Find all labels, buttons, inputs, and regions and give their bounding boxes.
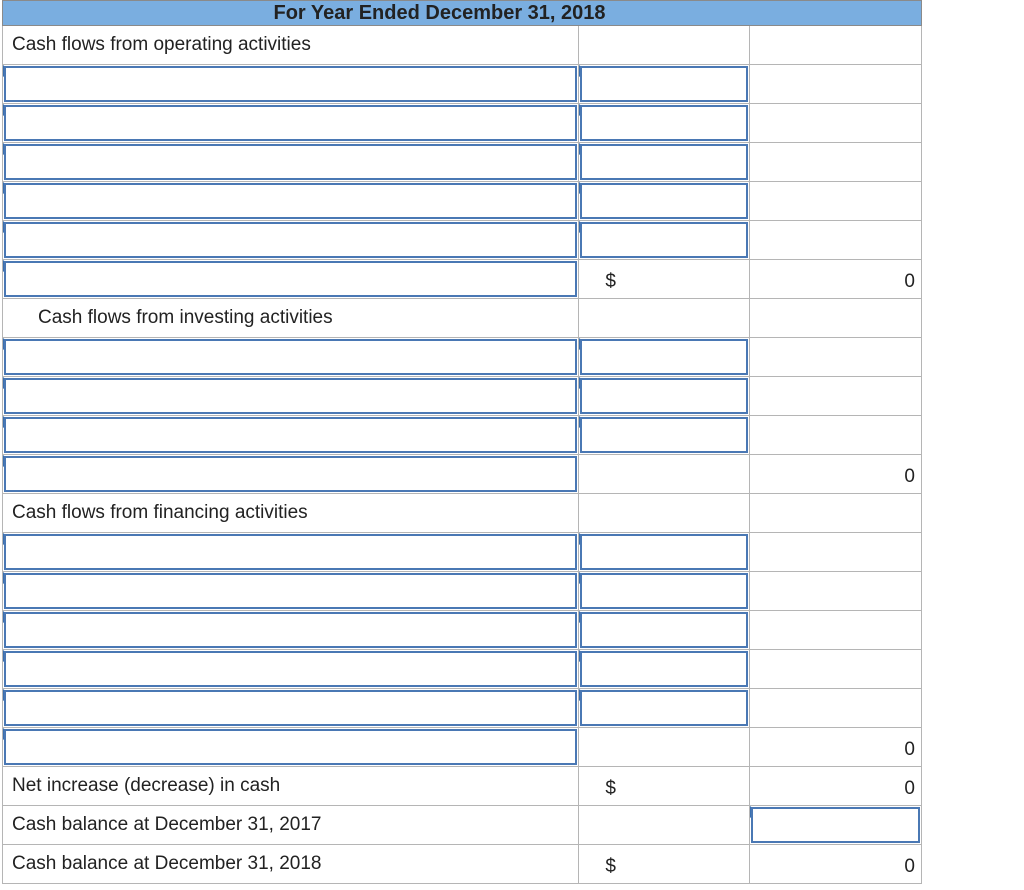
empty-cell — [750, 221, 922, 260]
financing-description-field[interactable] — [4, 612, 577, 648]
empty-cell — [579, 299, 750, 338]
operating-description-input[interactable] — [2, 65, 579, 104]
investing-amount-field[interactable] — [580, 417, 748, 453]
operating-amount-input[interactable] — [579, 182, 750, 221]
ending-balance-dollar — [579, 845, 750, 884]
investing-amount-input[interactable] — [579, 338, 750, 377]
statement-grid — [2, 26, 922, 884]
empty-cell — [750, 65, 922, 104]
investing-description-field[interactable] — [4, 339, 577, 375]
operating-description-field[interactable] — [4, 105, 577, 141]
empty-cell — [750, 143, 922, 182]
financing-description-field[interactable] — [4, 690, 577, 726]
net-increase-amount: 0 — [904, 778, 915, 799]
empty-cell — [750, 494, 922, 533]
investing-description-field[interactable] — [4, 378, 577, 414]
operating-total-label-input[interactable] — [2, 260, 579, 299]
financing-amount-input[interactable] — [579, 650, 750, 689]
operating-total-dollar — [579, 260, 750, 299]
financing-description-input[interactable] — [2, 689, 579, 728]
investing-description-input[interactable] — [2, 416, 579, 455]
financing-total-value — [750, 728, 922, 767]
investing-description-input[interactable] — [2, 338, 579, 377]
empty-cell — [750, 611, 922, 650]
ending-balance-label: Cash balance at December 31, 2018 — [2, 845, 579, 884]
empty-cell — [579, 455, 750, 494]
financing-activities-label: Cash flows from financing activities — [2, 494, 579, 533]
financing-amount-field[interactable] — [580, 573, 748, 609]
operating-description-field[interactable] — [4, 183, 577, 219]
financing-amount-input[interactable] — [579, 689, 750, 728]
operating-description-field[interactable] — [4, 66, 577, 102]
operating-description-input[interactable] — [2, 104, 579, 143]
investing-amount-field[interactable] — [580, 378, 748, 414]
net-increase-label: Net increase (decrease) in cash — [2, 767, 579, 806]
empty-cell — [750, 377, 922, 416]
investing-description-field[interactable] — [4, 417, 577, 453]
investing-total-amount: 0 — [904, 466, 915, 487]
ending-balance-value — [750, 845, 922, 884]
empty-cell — [750, 338, 922, 377]
financing-total-label-input[interactable] — [2, 728, 579, 767]
operating-amount-field[interactable] — [580, 222, 748, 258]
net-increase-dollar — [579, 767, 750, 806]
dollar-sign: $ — [605, 271, 616, 292]
beginning-balance-label: Cash balance at December 31, 2017 — [2, 806, 579, 845]
financing-description-input[interactable] — [2, 650, 579, 689]
financing-amount-input[interactable] — [579, 611, 750, 650]
empty-cell — [750, 26, 922, 65]
empty-cell — [750, 572, 922, 611]
financing-total-label-field[interactable] — [4, 729, 577, 765]
ending-balance-amount: 0 — [904, 856, 915, 877]
dollar-sign: $ — [605, 856, 616, 877]
operating-description-input[interactable] — [2, 143, 579, 182]
empty-cell — [750, 650, 922, 689]
financing-amount-field[interactable] — [580, 651, 748, 687]
financing-description-input[interactable] — [2, 611, 579, 650]
beginning-balance-input[interactable] — [750, 806, 922, 845]
investing-total-value — [750, 455, 922, 494]
empty-cell — [750, 299, 922, 338]
operating-description-field[interactable] — [4, 222, 577, 258]
financing-amount-input[interactable] — [579, 572, 750, 611]
empty-cell — [750, 416, 922, 455]
beginning-balance-left-cell — [579, 806, 750, 845]
financing-total-amount: 0 — [904, 739, 915, 760]
statement-header: For Year Ended December 31, 2018 — [2, 0, 922, 26]
financing-amount-input[interactable] — [579, 533, 750, 572]
empty-cell — [579, 728, 750, 767]
operating-amount-input[interactable] — [579, 143, 750, 182]
operating-amount-field[interactable] — [580, 144, 748, 180]
operating-description-input[interactable] — [2, 182, 579, 221]
financing-description-input[interactable] — [2, 572, 579, 611]
operating-amount-field[interactable] — [580, 66, 748, 102]
financing-description-field[interactable] — [4, 534, 577, 570]
operating-amount-input[interactable] — [579, 65, 750, 104]
investing-amount-field[interactable] — [580, 339, 748, 375]
beginning-balance-field[interactable] — [751, 807, 920, 843]
cash-flow-statement — [2, 0, 922, 884]
operating-total-value — [750, 260, 922, 299]
financing-description-input[interactable] — [2, 533, 579, 572]
investing-activities-label: Cash flows from investing activities — [2, 299, 579, 338]
net-increase-value — [750, 767, 922, 806]
operating-amount-input[interactable] — [579, 221, 750, 260]
operating-total-label-field[interactable] — [4, 261, 577, 297]
financing-amount-field[interactable] — [580, 534, 748, 570]
empty-cell — [579, 26, 750, 65]
empty-cell — [750, 689, 922, 728]
financing-amount-field[interactable] — [580, 690, 748, 726]
empty-cell — [750, 533, 922, 572]
financing-description-field[interactable] — [4, 651, 577, 687]
operating-description-field[interactable] — [4, 144, 577, 180]
financing-amount-field[interactable] — [580, 612, 748, 648]
operating-amount-field[interactable] — [580, 105, 748, 141]
investing-amount-input[interactable] — [579, 377, 750, 416]
dollar-sign: $ — [605, 778, 616, 799]
empty-cell — [579, 494, 750, 533]
empty-cell — [750, 104, 922, 143]
operating-activities-label: Cash flows from operating activities — [2, 26, 579, 65]
operating-amount-field[interactable] — [580, 183, 748, 219]
investing-description-input[interactable] — [2, 377, 579, 416]
investing-total-label-input[interactable] — [2, 455, 579, 494]
financing-description-field[interactable] — [4, 573, 577, 609]
operating-description-input[interactable] — [2, 221, 579, 260]
operating-total-amount: 0 — [904, 271, 915, 292]
empty-cell — [750, 182, 922, 221]
investing-amount-input[interactable] — [579, 416, 750, 455]
investing-total-label-field[interactable] — [4, 456, 577, 492]
operating-amount-input[interactable] — [579, 104, 750, 143]
